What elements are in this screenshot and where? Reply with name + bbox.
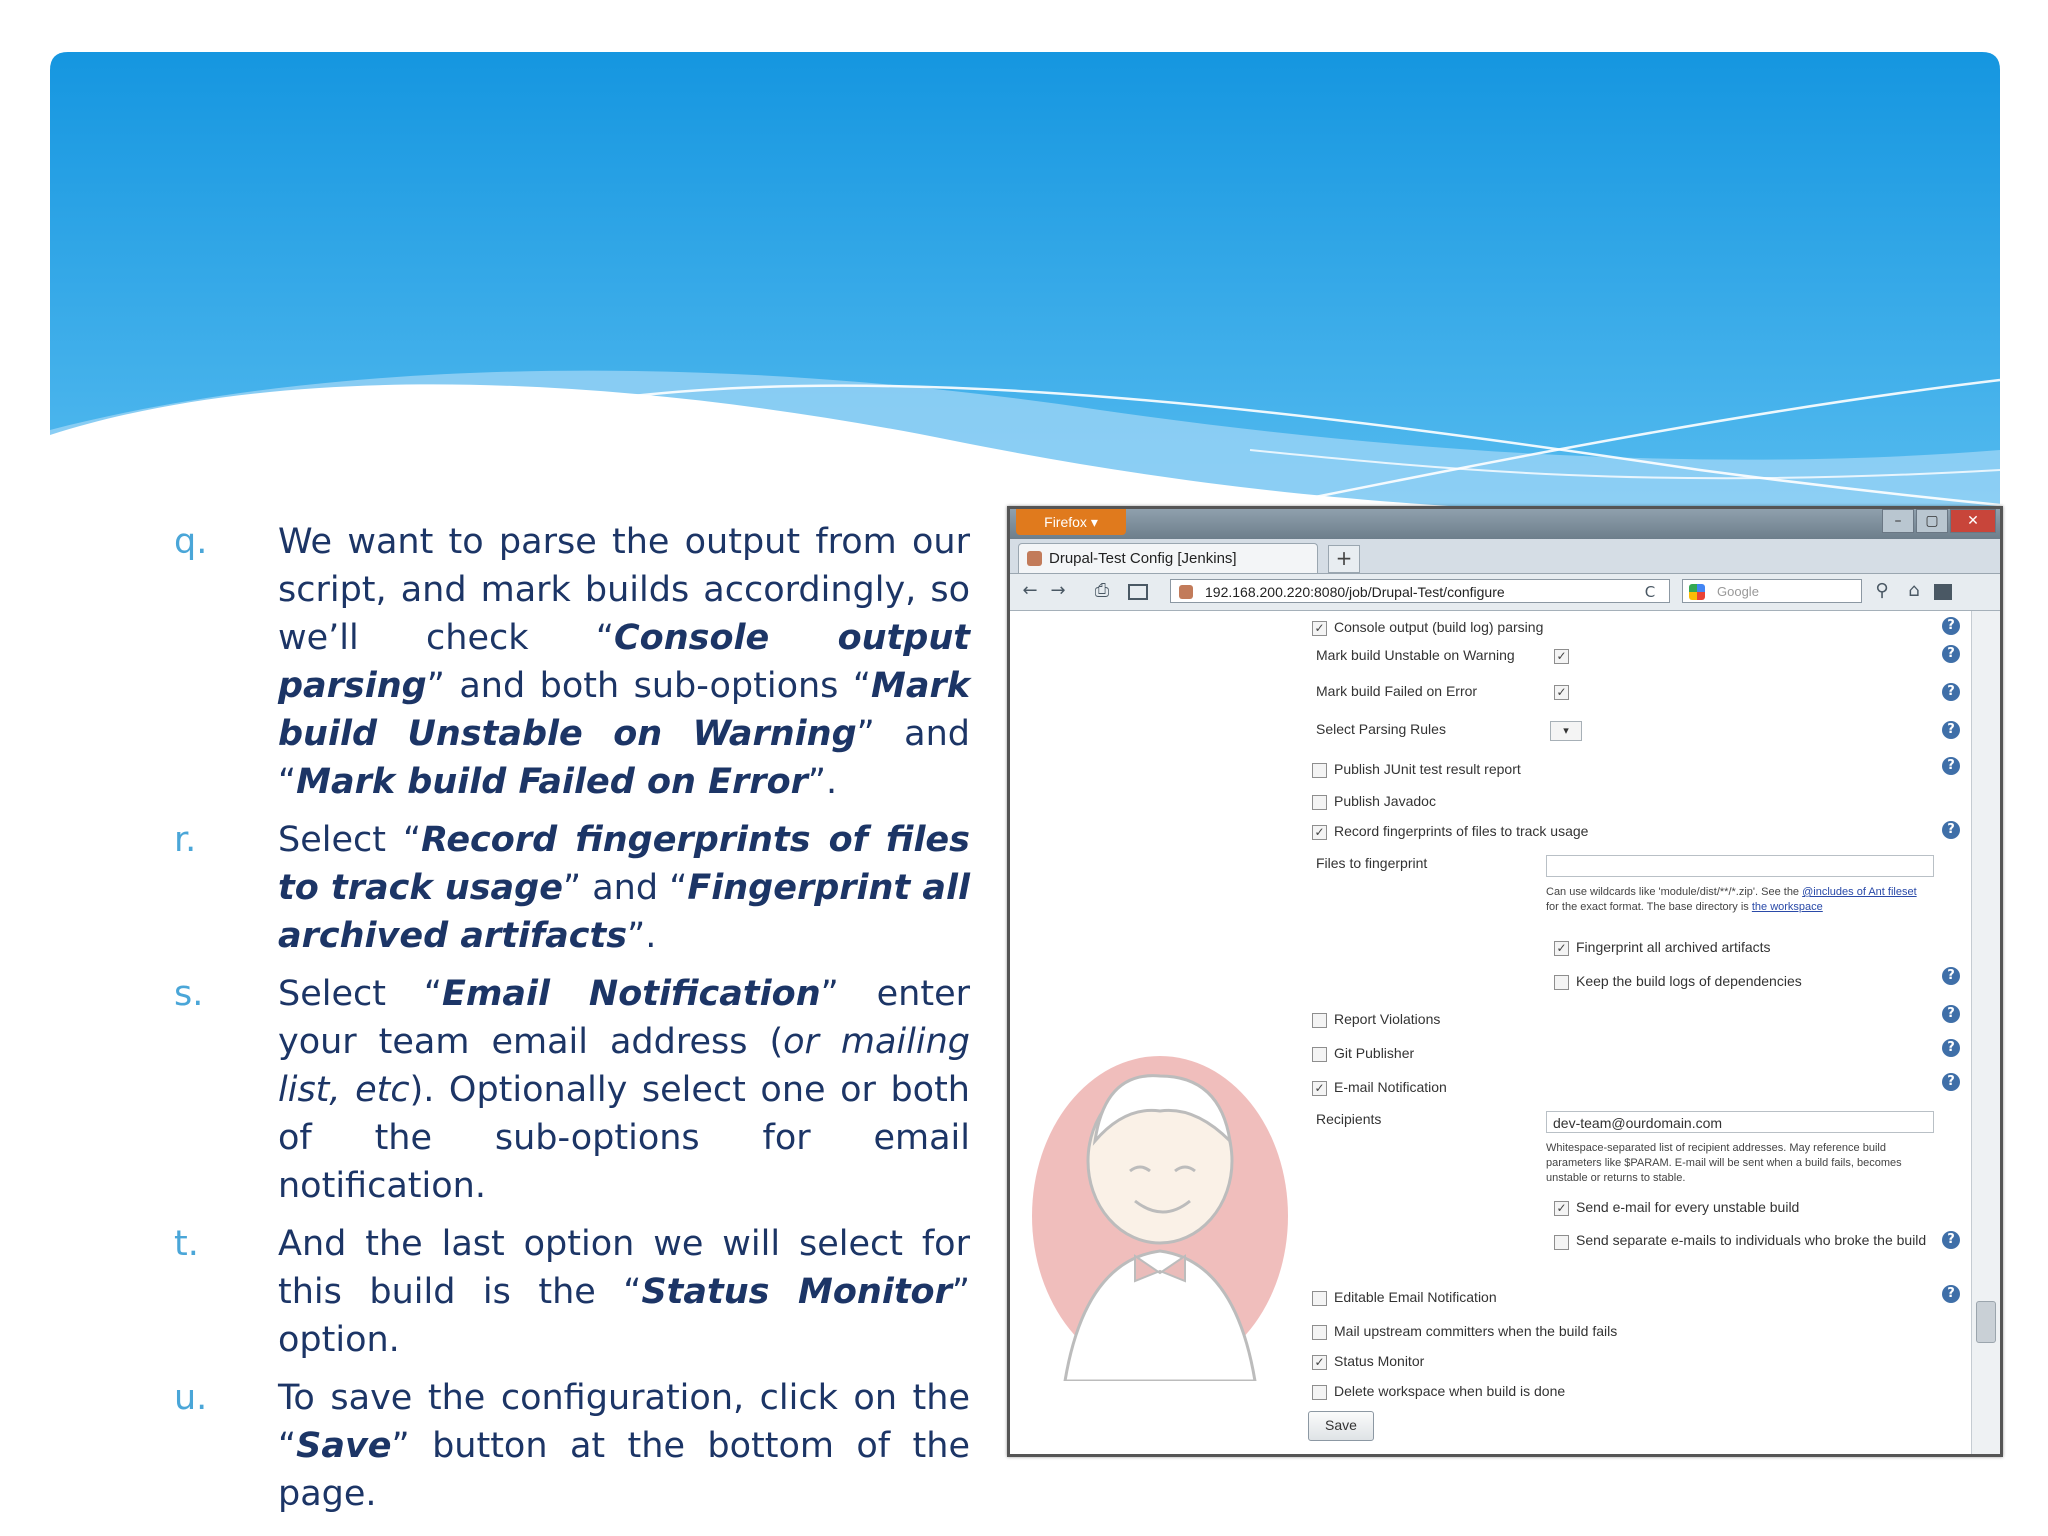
parsing-rules-select[interactable]: ▾ — [1550, 721, 1582, 741]
mark-failed-label: Mark build Failed on Error — [1316, 683, 1478, 699]
javadoc-checkbox[interactable] — [1312, 795, 1327, 810]
window-titlebar — [1010, 509, 2000, 539]
step-text: ” and “ — [278, 714, 970, 802]
step-text: ” button at the bottom of the page. — [278, 1426, 970, 1514]
back-arrow-icon[interactable]: ← — [1022, 580, 1038, 601]
email-notification-label: E-mail Notification — [1334, 1079, 1447, 1095]
step-marker: t. — [174, 1224, 199, 1264]
console-output-label: Console output (build log) parsing — [1334, 619, 1544, 635]
navigation-toolbar — [1010, 574, 2000, 611]
fingerprint-archived-checkbox[interactable]: ✓ — [1554, 941, 1569, 956]
new-tab-button[interactable]: + — [1328, 545, 1360, 573]
print-icon[interactable]: ⎙ — [1094, 580, 1110, 601]
minimize-button[interactable]: – — [1882, 509, 1914, 533]
tab-title: Drupal-Test Config [Jenkins] — [1049, 550, 1237, 567]
step-text: ” and both sub-options “ — [426, 666, 872, 706]
git-publisher-label: Git Publisher — [1334, 1045, 1415, 1061]
send-separate-checkbox[interactable] — [1554, 1235, 1569, 1250]
send-unstable-checkbox[interactable]: ✓ — [1554, 1201, 1569, 1216]
step-marker: q. — [174, 522, 208, 562]
step-emphasis: Record fingerprints of files to track usage — [278, 820, 971, 908]
step-text: Select “ — [278, 974, 442, 1014]
step-emphasis: Status Monitor — [641, 1272, 952, 1312]
step-text: ” and “ — [562, 868, 688, 908]
help-text: Can use wildcards like 'module/dist/**/*.zip'. See the — [1546, 886, 1800, 898]
step-marker: u. — [174, 1378, 208, 1418]
google-search-icon — [1689, 584, 1705, 600]
step-marker: s. — [174, 974, 204, 1014]
step-text: ”. — [807, 762, 838, 802]
site-identity-icon — [1179, 585, 1193, 599]
browser-screenshot — [1007, 506, 2003, 1457]
console-output-checkbox[interactable]: ✓ — [1312, 621, 1327, 636]
page-icon[interactable] — [1128, 584, 1148, 600]
step-italic: or mailing list, etc — [278, 1022, 971, 1110]
git-publisher-checkbox[interactable] — [1312, 1047, 1327, 1062]
window-controls — [1882, 509, 1996, 533]
step-text: ”. — [627, 916, 657, 956]
home-icon[interactable]: ⌂ — [1908, 580, 1920, 601]
step-s — [170, 970, 970, 1210]
wildcard-help-text — [1546, 885, 1926, 915]
mail-upstream-label: Mail upstream committers when the build fails — [1334, 1323, 1618, 1339]
step-text: And the last option we will select for this build is the “ — [278, 1224, 970, 1312]
help-icon[interactable]: ? — [1942, 617, 1960, 635]
help-icon[interactable]: ? — [1942, 1005, 1960, 1023]
javadoc-label: Publish Javadoc — [1334, 793, 1436, 809]
help-icon[interactable]: ? — [1942, 683, 1960, 701]
step-emphasis: Save — [296, 1426, 392, 1466]
magnifier-icon[interactable]: ⚲ — [1875, 580, 1889, 601]
step-text: ). Optionally select one or both of the sub-options for email notification. — [278, 1070, 970, 1206]
editable-email-checkbox[interactable] — [1312, 1291, 1327, 1306]
url-text: 192.168.200.220:8080/job/Drupal-Test/configure — [1205, 584, 1505, 600]
address-bar[interactable] — [1170, 579, 1670, 603]
help-icon[interactable]: ? — [1942, 1285, 1960, 1303]
step-emphasis: Console output parsing — [278, 618, 970, 706]
instruction-list — [170, 518, 970, 1528]
keep-logs-checkbox[interactable] — [1554, 975, 1569, 990]
parsing-rules-label: Select Parsing Rules — [1316, 721, 1446, 737]
keep-logs-label: Keep the build logs of dependencies — [1576, 973, 1802, 989]
email-notification-checkbox[interactable]: ✓ — [1312, 1081, 1327, 1096]
tab-bar — [1010, 539, 2000, 574]
step-emphasis: Email Notification — [442, 974, 821, 1014]
fingerprint-archived-label: Fingerprint all archived artifacts — [1576, 939, 1771, 955]
step-text: To save the configuration, click on the “ — [278, 1378, 970, 1466]
step-q — [170, 518, 970, 806]
send-unstable-label: Send e-mail for every unstable build — [1576, 1199, 1800, 1215]
step-text: ” option. — [278, 1272, 970, 1360]
search-placeholder: Google — [1717, 584, 1759, 599]
maximize-button[interactable]: ▢ — [1916, 509, 1948, 533]
send-separate-label: Send separate e-mails to individuals who broke the build — [1576, 1232, 1927, 1248]
delete-workspace-label: Delete workspace when build is done — [1334, 1383, 1566, 1399]
step-emphasis: Mark build Unstable on Warning — [278, 666, 970, 754]
reload-icon[interactable]: C — [1644, 583, 1656, 601]
tab-drupal-test-config[interactable] — [1018, 543, 1318, 573]
scrollbar-thumb[interactable] — [1976, 1301, 1996, 1343]
help-icon[interactable]: ? — [1942, 757, 1960, 775]
step-marker: r. — [174, 820, 197, 860]
vertical-scrollbar[interactable] — [1971, 611, 2000, 1454]
mark-unstable-label: Mark build Unstable on Warning — [1316, 647, 1515, 663]
help-icon[interactable]: ? — [1942, 645, 1960, 663]
firefox-menu-button[interactable]: Firefox ▾ — [1016, 509, 1126, 535]
junit-checkbox[interactable] — [1312, 763, 1327, 778]
help-text: for the exact format. The base directory is — [1546, 901, 1749, 913]
fingerprints-label: Record fingerprints of files to track usage — [1334, 823, 1589, 839]
status-monitor-checkbox[interactable]: ✓ — [1312, 1355, 1327, 1370]
mark-failed-checkbox[interactable]: ✓ — [1554, 685, 1569, 700]
junit-label: Publish JUnit test result report — [1334, 761, 1521, 777]
step-r — [170, 816, 970, 960]
close-button[interactable]: ✕ — [1950, 509, 1996, 533]
save-button[interactable]: Save — [1308, 1411, 1374, 1441]
jenkins-mascot-logo — [1025, 1051, 1295, 1381]
step-emphasis: Mark build Failed on Error — [296, 762, 808, 802]
files-to-fingerprint-label: Files to fingerprint — [1316, 855, 1428, 871]
recipients-input[interactable]: dev-team@ourdomain.com — [1546, 1111, 1934, 1133]
ant-fileset-link[interactable]: @includes of Ant fileset — [1802, 886, 1917, 898]
help-icon[interactable]: ? — [1942, 1073, 1960, 1091]
step-text: We want to parse the output from our script, and mark builds accordingly, so we’ll check “ — [278, 522, 970, 658]
mark-unstable-checkbox[interactable]: ✓ — [1554, 649, 1569, 664]
help-icon[interactable]: ? — [1942, 821, 1960, 839]
jenkins-favicon-icon — [1027, 551, 1042, 566]
status-monitor-label: Status Monitor — [1334, 1353, 1425, 1369]
recipients-label: Recipients — [1316, 1111, 1382, 1127]
search-input[interactable] — [1682, 579, 1862, 603]
workspace-link[interactable]: the workspace — [1751, 901, 1823, 913]
help-icon[interactable]: ? — [1942, 721, 1960, 739]
fingerprints-checkbox[interactable]: ✓ — [1312, 825, 1327, 840]
help-icon[interactable]: ? — [1942, 967, 1960, 985]
delete-workspace-checkbox[interactable] — [1312, 1385, 1327, 1400]
step-u — [170, 1374, 970, 1518]
violations-checkbox[interactable] — [1312, 1013, 1327, 1028]
step-text: ” enter your team email address ( — [278, 974, 970, 1062]
mail-upstream-checkbox[interactable] — [1312, 1325, 1327, 1340]
bookmarks-icon[interactable] — [1934, 584, 1952, 600]
editable-email-label: Editable Email Notification — [1334, 1289, 1497, 1305]
recipients-help-text: Whitespace-separated list of recipient addresses. May reference build parameters like $PARAM. E-mail will be sent when a build fails, becomes unstable or returns to stable. — [1546, 1142, 1902, 1184]
step-text: Select “ — [278, 820, 422, 860]
forward-arrow-icon[interactable]: → — [1050, 580, 1066, 601]
files-to-fingerprint-input[interactable] — [1546, 855, 1934, 877]
violations-label: Report Violations — [1334, 1011, 1441, 1027]
help-icon[interactable]: ? — [1942, 1231, 1960, 1249]
help-icon[interactable]: ? — [1942, 1039, 1960, 1057]
jenkins-config-form — [1010, 611, 1970, 1454]
step-t — [170, 1220, 970, 1364]
step-emphasis: Fingerprint all archived artifacts — [278, 868, 970, 956]
